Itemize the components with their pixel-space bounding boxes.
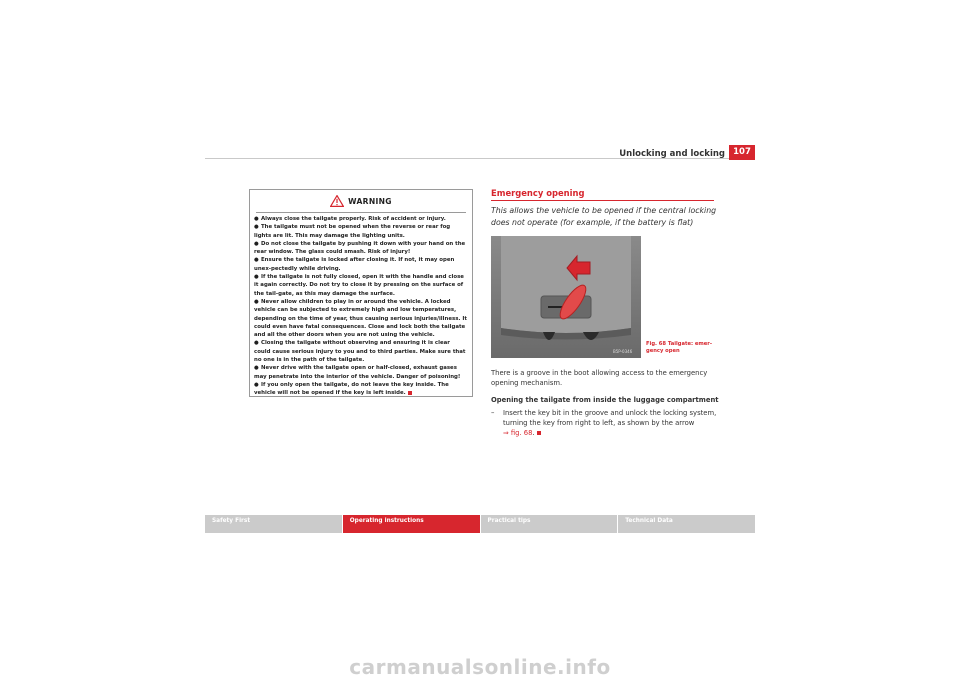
end-mark-icon <box>537 431 541 435</box>
page-number: 107 <box>729 145 755 160</box>
page-header-title: Unlocking and locking <box>619 149 725 159</box>
figure-caption: Fig. 68 Tailgate: emer-gency open <box>646 341 713 354</box>
warning-item: ● Never allow children to play in or around the vehicle. A locked vehicle can be subjected to extremely high and low temperatures, depending on the time of year, thus causing serious injuries/illness. It could even have fatal consequences. Close and lock both the tailgate and all the other doors when you are not using the vehicle. <box>254 298 467 339</box>
figure-code: B5P-0346 <box>613 349 633 354</box>
tab-practical-tips[interactable]: Practical tips <box>481 515 618 533</box>
watermark: carmanualsonline.info <box>349 655 611 679</box>
warning-item: ● The tailgate must not be opened when the reverse or rear fog lights are lit. This may damage the lighting units. <box>254 224 451 239</box>
warning-box <box>249 189 473 397</box>
tab-technical-data[interactable]: Technical Data <box>618 515 755 533</box>
warning-item: ● Always close the tailgate properly. Risk of accident or injury. <box>254 216 446 222</box>
warning-header <box>256 190 466 213</box>
warning-title: WARNING <box>348 196 392 206</box>
warning-triangle-icon <box>330 195 344 207</box>
body-paragraph: There is a groove in the boot allowing access to the emergency opening mechanism. <box>491 369 708 387</box>
warning-list <box>250 213 472 398</box>
figure-reference-link[interactable]: ⇒ fig. 68 <box>503 429 533 437</box>
section-intro: This allows the vehicle to be opened if the central locking does not operate (for example, if the battery is flat) <box>491 206 717 227</box>
end-mark-icon <box>408 391 412 395</box>
warning-item: ● Closing the tailgate without observing and ensuring it is clear could cause serious injury to you and to third parties. Make sure that no one is in the path of the tailgate. <box>254 340 466 364</box>
warning-item: ● Never drive with the tailgate open or half-closed, exhaust gases may penetrate into the interior of the vehicle. Danger of poisoning! <box>254 365 461 380</box>
warning-item: ● Ensure the tailgate is locked after closing it. If not, it may open unex-pectedly while driving. <box>254 257 455 272</box>
subheading: Opening the tailgate from inside the luggage compartment <box>491 396 719 404</box>
instruction-step <box>491 408 723 438</box>
footer-tabs <box>205 515 755 533</box>
warning-item: ● If you only open the tailgate, do not leave the key inside. The vehicle will not be opened if the key is left inside. <box>254 381 449 397</box>
warning-item: ● Do not close the tailgate by pushing it down with your hand on the rear window. The glass could smash. Risk of injury! <box>254 240 466 256</box>
tailgate-figure <box>491 236 641 358</box>
tailgate-illustration <box>491 236 641 358</box>
section-title: Emergency opening <box>491 188 585 198</box>
step-text: Insert the key bit in the groove and unlock the locking system, turning the key from right to left, as shown by the arrow ⇒ fig. 68. <box>503 409 717 437</box>
warning-item: ● If the tailgate is not fully closed, open it with the handle and close it again correctly. Do not try to close it by pressing on the surface of the tail-gate, as this may damage the surface. <box>254 274 464 297</box>
section-rule <box>491 200 714 201</box>
step-dash: – <box>491 409 495 417</box>
tab-operating-instructions[interactable]: Operating instructions <box>343 515 480 533</box>
tab-safety-first[interactable]: Safety First <box>205 515 342 533</box>
